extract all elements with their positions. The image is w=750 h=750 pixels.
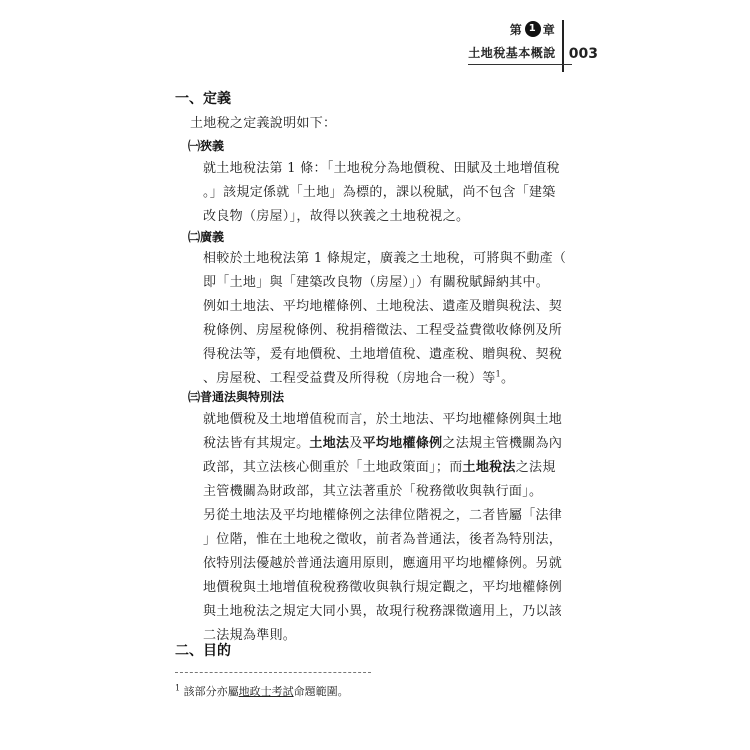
general-special-line: 」位階，惟在土地稅之徵收，前者為普通法，後者為特別法，: [203, 532, 563, 547]
footnote-underlined-term: 地政士考試: [238, 685, 294, 698]
chapter-suffix: 章: [542, 22, 556, 37]
narrow-sense-line: 就土地稅法第 1 條：「土地稅分為地價稅、田賦及土地增值稅: [203, 161, 560, 176]
broad-sense-text: 、房屋稅、工程受益費及所得稅（房地合一稅）等: [203, 371, 496, 386]
narrow-sense-line: 。」該規定係就「土地」為標的，課以稅賦，尚不包含「建築: [203, 185, 556, 200]
general-special-line: 就地價稅及土地增值稅而言，於土地法、平均地權條例與土地: [203, 412, 563, 427]
subheading-general-special-law: ㈢普通法與特別法: [188, 390, 285, 404]
narrow-sense-line: 改良物（房屋）」，故得以狹義之土地稅視之。: [203, 209, 470, 224]
general-special-line: [203, 456, 556, 475]
broad-sense-line: 例如土地法、平均地權條例、土地稅法、遺產及贈與稅法、契: [203, 299, 563, 314]
text-run: 之法規: [515, 460, 556, 475]
text-run: 政部，其立法核心側重於「土地政策面」；而: [203, 460, 463, 475]
bold-term-land-act: 土地法: [309, 436, 350, 451]
general-special-line: 與土地稅法之規定大同小異，故現行稅務課徵適用上，乃以該: [203, 604, 563, 619]
bold-term-equalization-act: 平均地權條例: [362, 436, 443, 451]
text-run: 之法規主管機關為內: [442, 436, 563, 451]
footnote-reference[interactable]: 1: [495, 369, 501, 379]
general-special-line: 主管機關為財政部，其立法著重於「稅務徵收與執行面」。: [203, 484, 543, 499]
header-left: [468, 20, 556, 61]
broad-sense-line: 稅條例、房屋稅條例、稅捐稽徵法、工程受益費徵收條例及所: [203, 323, 563, 338]
broad-sense-line: 得稅法等，爰有地價稅、土地增值稅、遺產稅、贈與稅、契稅: [203, 347, 563, 362]
running-title: 土地稅基本概說: [468, 46, 556, 60]
definition-intro: 土地稅之定義說明如下：: [190, 116, 337, 131]
footnote-text: 該部分亦屬: [183, 685, 239, 698]
text-run: 稅法皆有其規定。: [203, 436, 310, 451]
section-heading-definition: 一、定義: [175, 91, 231, 107]
general-special-line: 地價稅與土地增值稅稅務徵收與執行規定觀之，平均地權條例: [203, 580, 563, 595]
header-rule: [468, 64, 572, 65]
general-special-line: 二法規為準則。: [203, 628, 297, 643]
general-special-line: 另從土地法及平均地權條例之法律位階視之，二者皆屬「法律: [203, 508, 563, 523]
subheading-narrow-sense: ㈠狹義: [188, 139, 225, 153]
bold-term-land-tax-act: 土地稅法: [462, 460, 516, 475]
broad-sense-line: [203, 367, 514, 386]
broad-sense-end: 。: [501, 371, 515, 386]
section-heading-purpose: 二、目的: [175, 643, 231, 659]
page-number: 003: [568, 46, 598, 62]
general-special-line: [203, 432, 562, 451]
chapter-label: [510, 20, 556, 38]
chapter-prefix: 第: [509, 22, 523, 37]
footnote: [175, 683, 349, 699]
chapter-number-badge: 1: [525, 21, 541, 37]
broad-sense-line: 相較於土地稅法第 1 條規定，廣義之土地稅，可將與不動產（: [203, 251, 567, 266]
subheading-broad-sense: ㈡廣義: [188, 230, 225, 244]
footnote-separator: [175, 672, 371, 673]
text-run: 及: [349, 436, 363, 451]
broad-sense-line: 即「土地」與「建築改良物（房屋）」）有關稅賦歸納其中。: [203, 275, 550, 290]
footnote-text: 命題範圍。: [293, 685, 349, 698]
general-special-line: 依特別法優越於普通法適用原則，應適用平均地權條例。另就: [203, 556, 563, 571]
footnote-mark: 1: [175, 683, 181, 693]
